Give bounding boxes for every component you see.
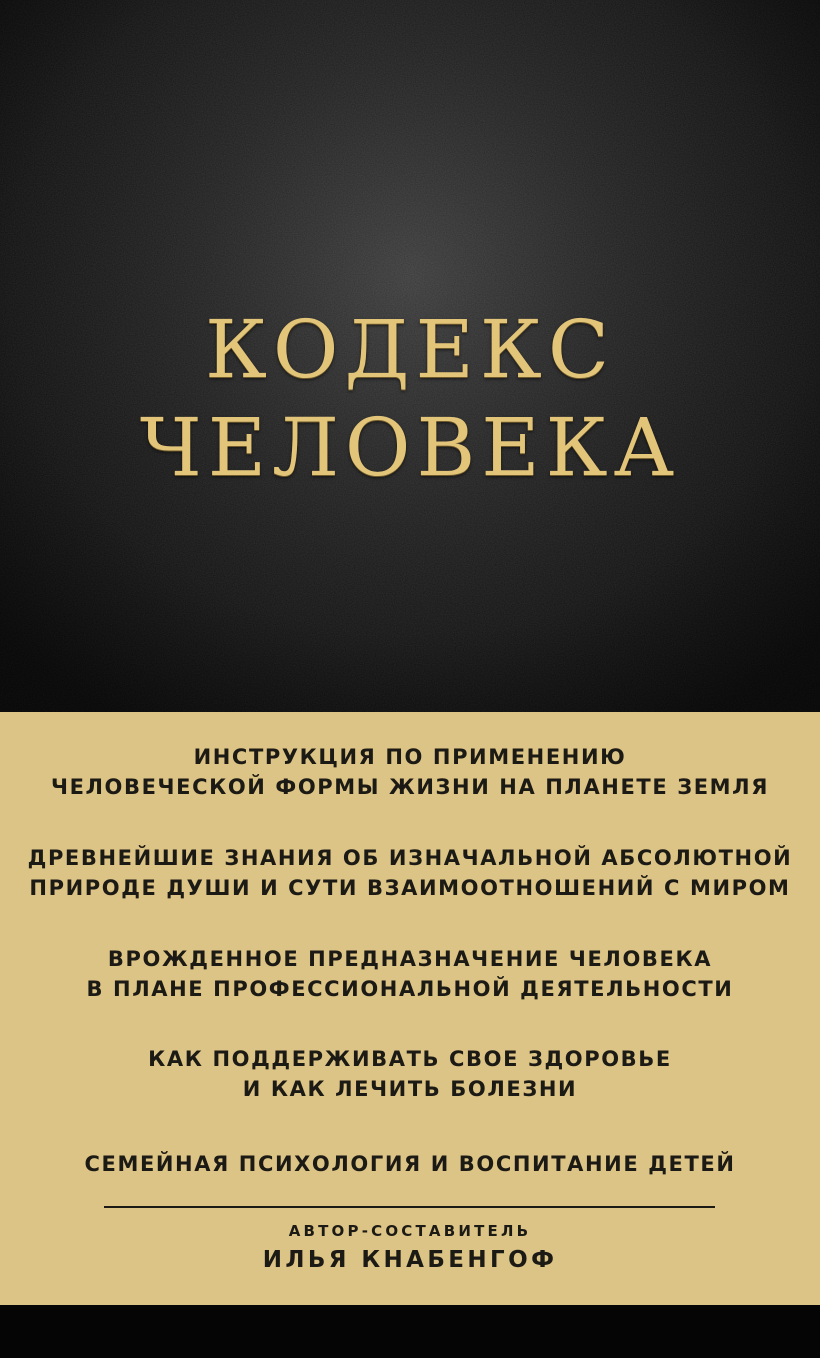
feature-point-2-line-1: ДРЕВНЕЙШИЕ ЗНАНИЯ ОБ ИЗНАЧАЛЬНОЙ АБСОЛЮТНОЙ <box>27 846 793 870</box>
feature-point-4-line-2: И КАК ЛЕЧИТЬ БОЛЕЗНИ <box>242 1077 578 1101</box>
feature-point-3-line-2: В ПЛАНЕ ПРОФЕССИОНАЛЬНОЙ ДЕЯТЕЛЬНОСТИ <box>86 977 734 1001</box>
divider-line <box>104 1206 715 1208</box>
feature-point-1-line-2: ЧЕЛОВЕЧЕСКОЙ ФОРМЫ ЖИЗНИ НА ПЛАНЕТЕ ЗЕМЛЯ <box>51 775 769 799</box>
bottom-black-strip <box>0 1305 820 1358</box>
feature-point-1-line-1: ИНСТРУКЦИЯ ПО ПРИМЕНЕНИЮ <box>193 745 627 769</box>
author-name: ИЛЬЯ КНАБЕНГОФ <box>262 1247 558 1273</box>
feature-point-5-line-1: СЕМЕЙНАЯ ПСИХОЛОГИЯ И ВОСПИТАНИЕ ДЕТЕЙ <box>84 1152 736 1176</box>
feature-point-2-line-2: ПРИРОДЕ ДУШИ И СУТИ ВЗАИМООТНОШЕНИЙ С МИРОМ <box>29 876 791 900</box>
feature-point-5 <box>0 1149 820 1179</box>
book-title-line-2: ЧЕЛОВЕКА <box>139 401 681 494</box>
feature-point-3 <box>0 944 820 1004</box>
description-panel <box>0 712 820 1305</box>
author-role-label: АВТОР-СОСТАВИТЕЛЬ <box>288 1222 532 1240</box>
book-title-line-1: КОДЕКС <box>204 303 616 396</box>
feature-point-2 <box>0 843 820 903</box>
feature-point-1 <box>0 742 820 802</box>
feature-point-3-line-1: ВРОЖДЕННОЕ ПРЕДНАЗНАЧЕНИЕ ЧЕЛОВЕКА <box>107 947 713 971</box>
feature-point-4 <box>0 1044 820 1104</box>
feature-point-4-line-1: КАК ПОДДЕРЖИВАТЬ СВОЕ ЗДОРОВЬЕ <box>148 1047 672 1071</box>
